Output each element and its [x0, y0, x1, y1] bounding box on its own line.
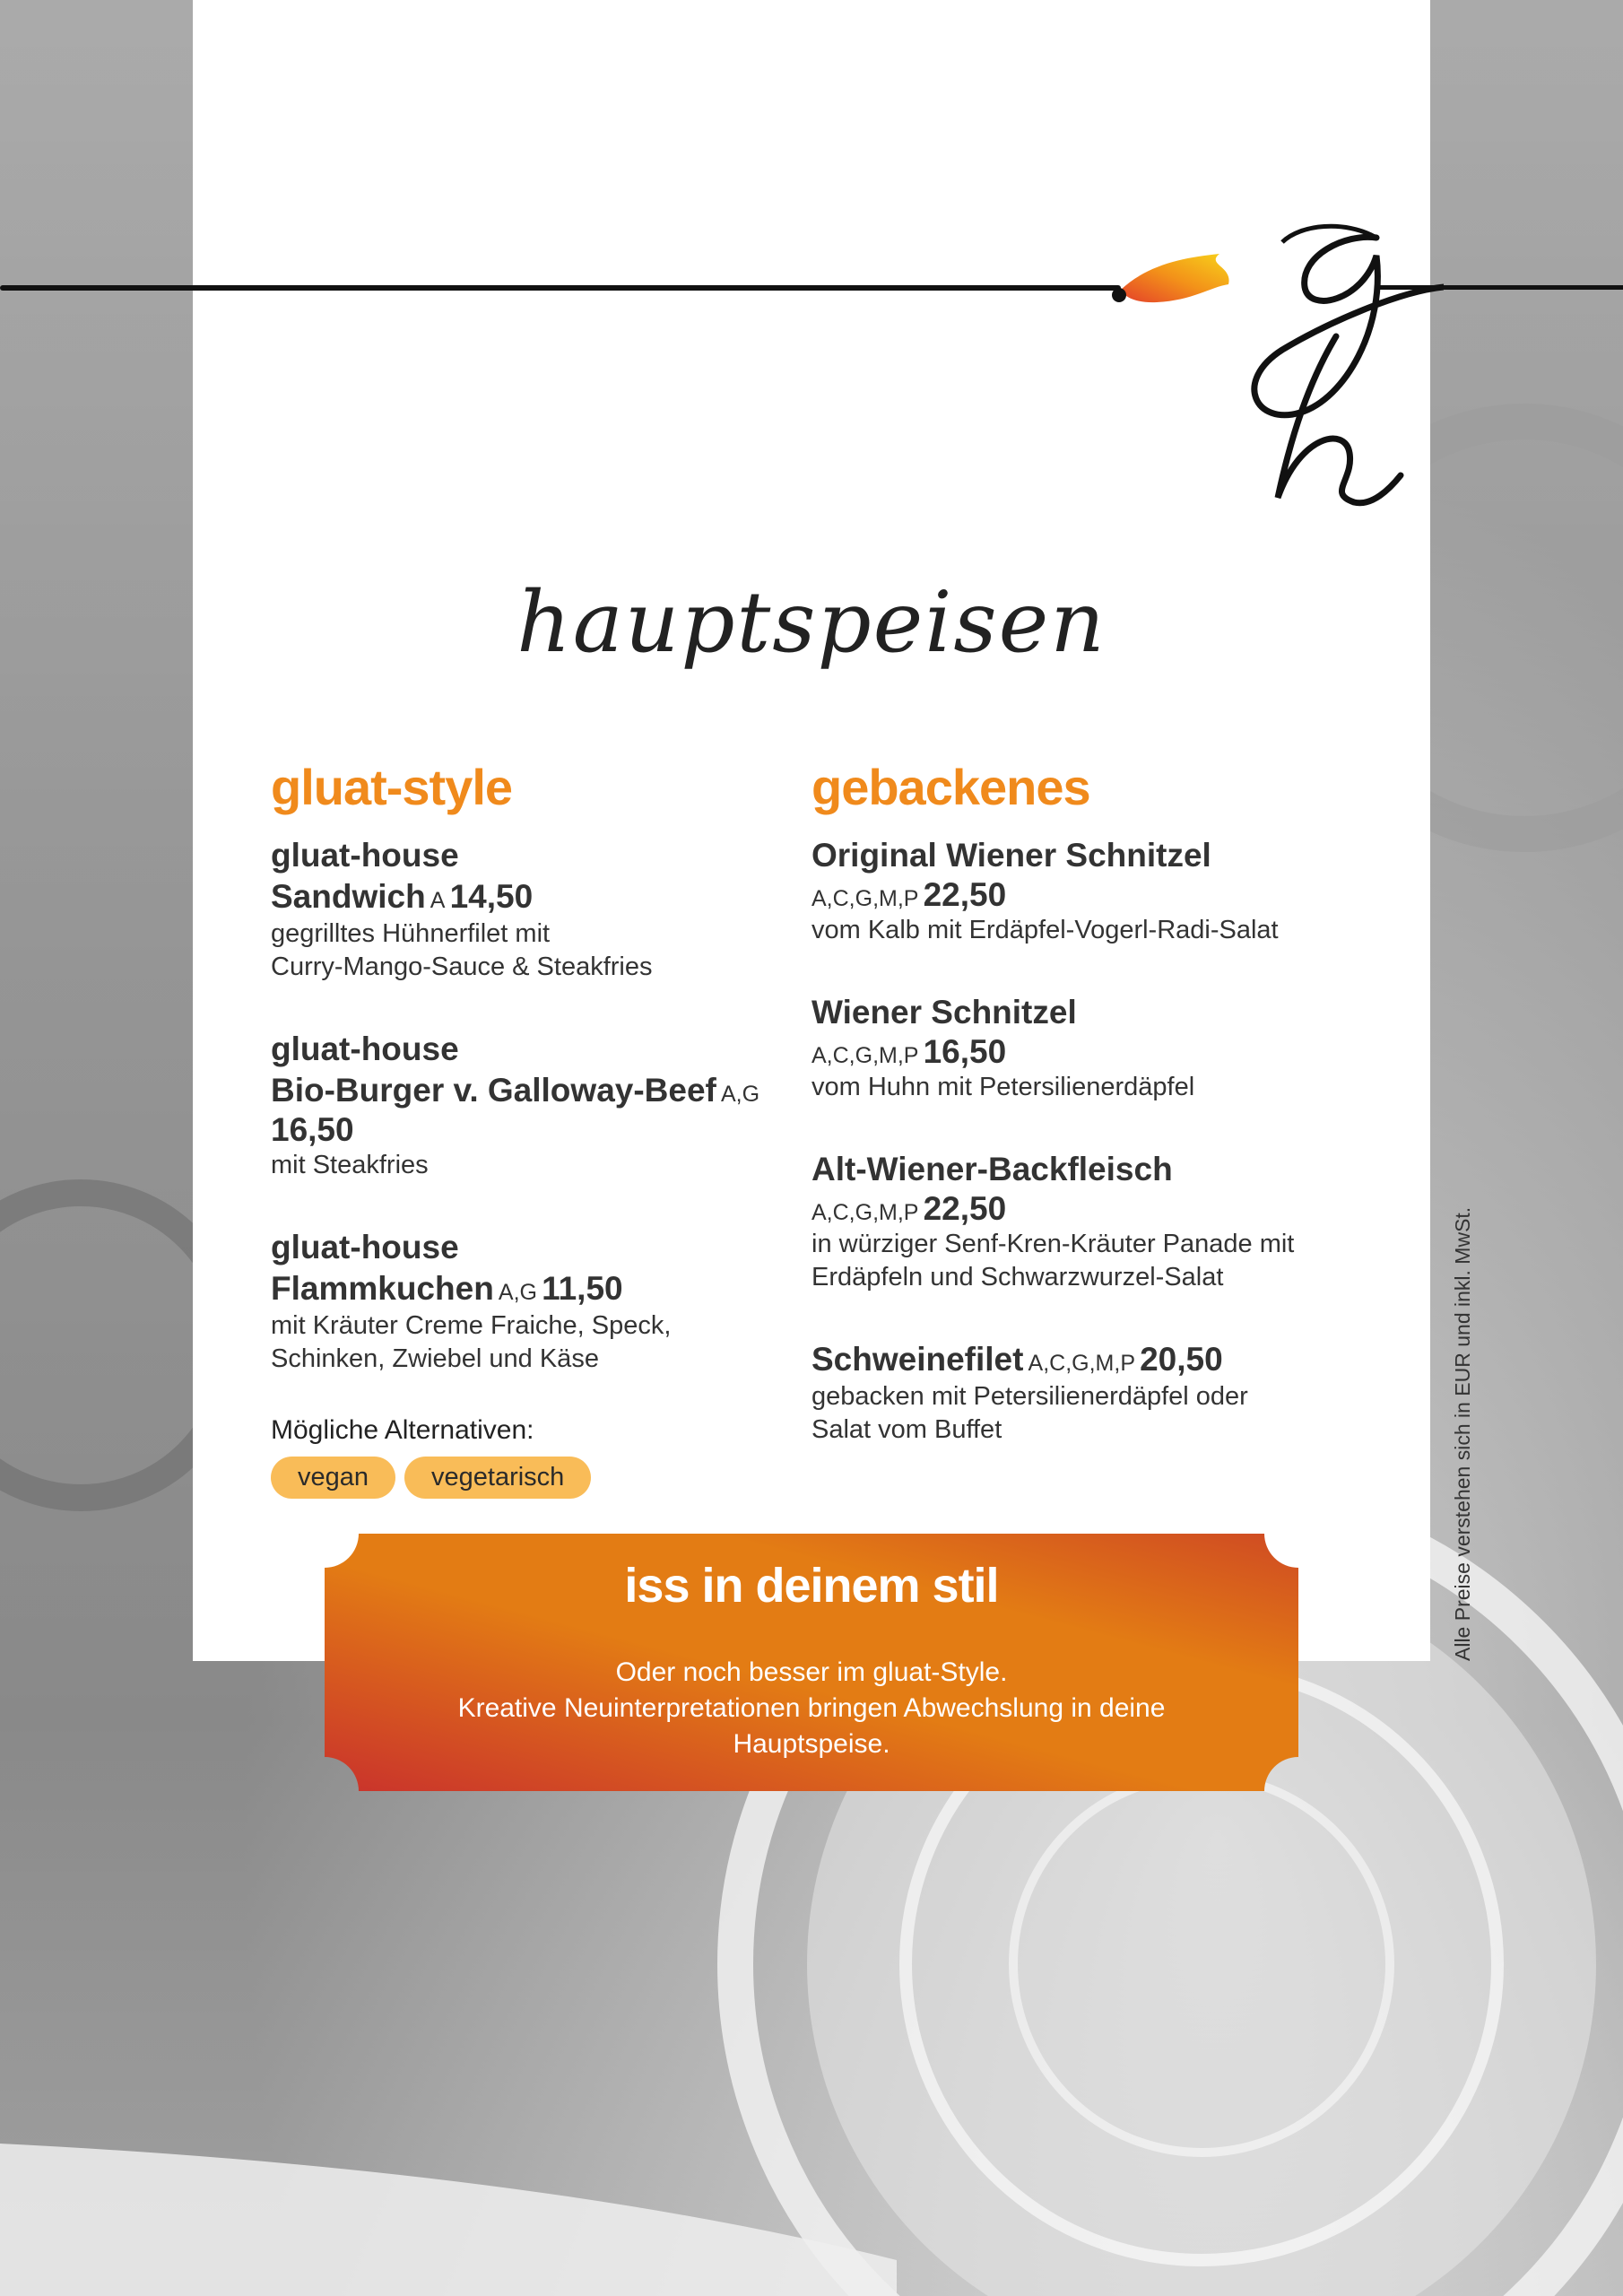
item-price: 16,50: [923, 1033, 1007, 1070]
menu-item: [271, 1029, 773, 1182]
menu-item: [812, 1149, 1376, 1294]
menu-item: [812, 1339, 1376, 1447]
banner-text: [325, 1655, 1298, 1762]
banner-line: Hauptspeise.: [733, 1729, 890, 1759]
banner-line: Oder noch besser im gluat-Style.: [615, 1657, 1008, 1687]
item-name: Flammkuchen: [271, 1270, 494, 1307]
item-line1: gluat-house: [271, 1031, 459, 1067]
item-allergens: A,C,G,M,P: [812, 1043, 919, 1068]
section-gluat-style: [271, 758, 773, 1499]
page-title: hauptspeisen: [516, 574, 1107, 672]
price-note: Alle Preise verstehen sich in EUR und inkl. MwSt.: [1451, 1206, 1474, 1661]
header-rule: [0, 285, 1121, 291]
section-title: gluat-style: [271, 759, 513, 815]
item-desc: Curry-Mango-Sauce & Steakfries: [271, 952, 653, 981]
item-desc: gegrilltes Hühnerfilet mit: [271, 919, 551, 948]
item-allergens: A,G: [498, 1280, 537, 1305]
section-title: gebackenes: [812, 759, 1090, 815]
banner-line: Kreative Neuinterpretationen bringen Abwechslung in deine: [457, 1693, 1166, 1723]
item-name: Bio-Burger v. Galloway-Beef: [271, 1072, 716, 1109]
item-price: 16,50: [271, 1111, 354, 1148]
item-desc: vom Huhn mit Petersilienerdäpfel: [812, 1073, 1195, 1101]
item-line1: gluat-house: [271, 1229, 459, 1265]
item-name: Wiener Schnitzel: [812, 994, 1077, 1031]
item-price: 22,50: [923, 1190, 1007, 1227]
section-gebackenes: [812, 758, 1376, 1492]
item-desc: Schinken, Zwiebel und Käse: [271, 1344, 599, 1373]
item-name: Original Wiener Schnitzel: [812, 837, 1211, 874]
item-desc: gebacken mit Petersilienerdäpfel oder: [812, 1382, 1248, 1411]
gh-logo-icon: [1076, 202, 1444, 525]
item-desc: Erdäpfeln und Schwarzwurzel-Salat: [812, 1263, 1224, 1292]
item-allergens: A,C,G,M,P: [812, 886, 919, 911]
item-price: 20,50: [1140, 1341, 1223, 1378]
item-desc: Salat vom Buffet: [812, 1415, 1002, 1444]
tag-vegan: vegan: [271, 1457, 395, 1499]
item-desc: mit Kräuter Creme Fraiche, Speck,: [271, 1311, 672, 1340]
menu-item: [812, 992, 1376, 1104]
item-line1: gluat-house: [271, 837, 459, 874]
alternative-tags: [271, 1457, 773, 1499]
banner-title: iss in deinem stil: [624, 1559, 999, 1613]
item-desc: mit Steakfries: [271, 1151, 429, 1179]
item-price: 22,50: [923, 876, 1007, 913]
item-allergens: A: [430, 888, 446, 913]
item-desc: in würziger Senf-Kren-Kräuter Panade mit: [812, 1230, 1295, 1258]
item-price: 14,50: [449, 878, 534, 915]
item-allergens: A,C,G,M,P: [812, 1200, 919, 1225]
item-allergens: A,G: [720, 1082, 760, 1107]
item-name: Alt-Wiener-Backfleisch: [812, 1151, 1173, 1187]
item-desc: vom Kalb mit Erdäpfel-Vogerl-Radi-Salat: [812, 916, 1279, 944]
menu-item: [271, 835, 773, 984]
item-name: Sandwich: [271, 878, 426, 915]
menu-item: [812, 835, 1376, 947]
tag-vegetarisch: vegetarisch: [404, 1457, 591, 1499]
alternatives-label: Mögliche Alternativen:: [271, 1415, 534, 1445]
item-price: 11,50: [542, 1270, 623, 1307]
menu-item: [271, 1227, 773, 1376]
item-name: Schweinefilet: [812, 1341, 1024, 1378]
item-allergens: A,C,G,M,P: [1028, 1351, 1136, 1376]
